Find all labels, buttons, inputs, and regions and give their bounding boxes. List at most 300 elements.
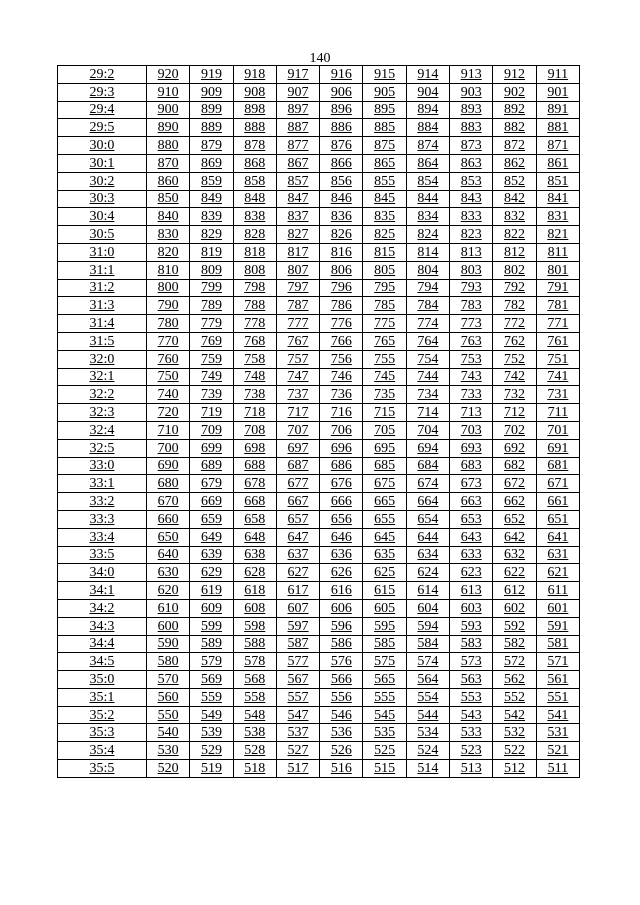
value-cell: 775 — [363, 315, 406, 333]
value-cell: 688 — [233, 457, 276, 475]
row-key-cell: 35:4 — [58, 742, 147, 760]
value-cell: 732 — [493, 386, 536, 404]
value-cell: 593 — [450, 617, 493, 635]
value-cell: 635 — [363, 546, 406, 564]
value-cell: 527 — [276, 742, 319, 760]
value-cell: 835 — [363, 208, 406, 226]
table-row — [58, 66, 580, 84]
table-body — [58, 66, 580, 778]
value-cell: 792 — [493, 279, 536, 297]
value-cell: 520 — [147, 760, 190, 778]
row-key-cell: 32:2 — [58, 386, 147, 404]
value-cell: 856 — [320, 172, 363, 190]
value-cell: 708 — [233, 421, 276, 439]
value-cell: 513 — [450, 760, 493, 778]
value-cell: 828 — [233, 226, 276, 244]
table-row — [58, 742, 580, 760]
row-key-cell: 31:4 — [58, 315, 147, 333]
table-row — [58, 706, 580, 724]
table-row — [58, 475, 580, 493]
value-cell: 629 — [190, 564, 233, 582]
value-cell: 742 — [493, 368, 536, 386]
value-cell: 532 — [493, 724, 536, 742]
value-cell: 906 — [320, 83, 363, 101]
row-key-cell: 35:3 — [58, 724, 147, 742]
value-cell: 591 — [536, 617, 579, 635]
value-cell: 684 — [406, 457, 449, 475]
value-cell: 719 — [190, 404, 233, 422]
value-cell: 668 — [233, 493, 276, 511]
row-key-cell: 30:2 — [58, 172, 147, 190]
value-cell: 615 — [363, 582, 406, 600]
value-cell: 512 — [493, 760, 536, 778]
value-cell: 818 — [233, 243, 276, 261]
value-cell: 897 — [276, 101, 319, 119]
value-cell: 853 — [450, 172, 493, 190]
value-cell: 626 — [320, 564, 363, 582]
value-cell: 687 — [276, 457, 319, 475]
value-cell: 838 — [233, 208, 276, 226]
value-cell: 633 — [450, 546, 493, 564]
value-cell: 844 — [406, 190, 449, 208]
value-cell: 815 — [363, 243, 406, 261]
row-key-cell: 31:3 — [58, 297, 147, 315]
value-cell: 782 — [493, 297, 536, 315]
value-cell: 821 — [536, 226, 579, 244]
value-cell: 606 — [320, 599, 363, 617]
value-cell: 622 — [493, 564, 536, 582]
value-cell: 892 — [493, 101, 536, 119]
value-cell: 908 — [233, 83, 276, 101]
value-cell: 568 — [233, 671, 276, 689]
table-row — [58, 439, 580, 457]
value-cell: 681 — [536, 457, 579, 475]
value-cell: 523 — [450, 742, 493, 760]
row-key-cell: 29:2 — [58, 66, 147, 84]
value-cell: 859 — [190, 172, 233, 190]
value-cell: 802 — [493, 261, 536, 279]
value-cell: 511 — [536, 760, 579, 778]
value-cell: 592 — [493, 617, 536, 635]
value-cell: 737 — [276, 386, 319, 404]
value-cell: 576 — [320, 653, 363, 671]
value-cell: 579 — [190, 653, 233, 671]
value-cell: 758 — [233, 350, 276, 368]
value-cell: 699 — [190, 439, 233, 457]
value-cell: 874 — [406, 137, 449, 155]
row-key-cell: 30:5 — [58, 226, 147, 244]
value-cell: 824 — [406, 226, 449, 244]
value-cell: 829 — [190, 226, 233, 244]
table-row — [58, 760, 580, 778]
value-cell: 680 — [147, 475, 190, 493]
value-cell: 739 — [190, 386, 233, 404]
value-cell: 546 — [320, 706, 363, 724]
row-key-cell: 32:4 — [58, 421, 147, 439]
row-key-cell: 35:1 — [58, 688, 147, 706]
value-cell: 791 — [536, 279, 579, 297]
value-cell: 694 — [406, 439, 449, 457]
value-cell: 849 — [190, 190, 233, 208]
value-cell: 644 — [406, 528, 449, 546]
value-cell: 842 — [493, 190, 536, 208]
value-cell: 530 — [147, 742, 190, 760]
value-cell: 857 — [276, 172, 319, 190]
value-cell: 678 — [233, 475, 276, 493]
value-cell: 804 — [406, 261, 449, 279]
value-cell: 515 — [363, 760, 406, 778]
value-cell: 548 — [233, 706, 276, 724]
value-cell: 525 — [363, 742, 406, 760]
value-cell: 600 — [147, 617, 190, 635]
table-row — [58, 599, 580, 617]
value-cell: 541 — [536, 706, 579, 724]
value-cell: 896 — [320, 101, 363, 119]
row-key-cell: 32:5 — [58, 439, 147, 457]
value-cell: 734 — [406, 386, 449, 404]
value-cell: 920 — [147, 66, 190, 84]
value-cell: 651 — [536, 510, 579, 528]
table-row — [58, 261, 580, 279]
value-cell: 777 — [276, 315, 319, 333]
value-cell: 772 — [493, 315, 536, 333]
value-cell: 614 — [406, 582, 449, 600]
value-cell: 861 — [536, 154, 579, 172]
value-cell: 793 — [450, 279, 493, 297]
value-cell: 757 — [276, 350, 319, 368]
value-cell: 882 — [493, 119, 536, 137]
value-cell: 613 — [450, 582, 493, 600]
table-row — [58, 137, 580, 155]
value-cell: 683 — [450, 457, 493, 475]
value-cell: 839 — [190, 208, 233, 226]
value-cell: 676 — [320, 475, 363, 493]
value-cell: 733 — [450, 386, 493, 404]
value-cell: 813 — [450, 243, 493, 261]
value-cell: 704 — [406, 421, 449, 439]
value-cell: 747 — [276, 368, 319, 386]
value-cell: 799 — [190, 279, 233, 297]
value-cell: 514 — [406, 760, 449, 778]
value-cell: 794 — [406, 279, 449, 297]
value-cell: 609 — [190, 599, 233, 617]
row-key-cell: 31:0 — [58, 243, 147, 261]
value-cell: 621 — [536, 564, 579, 582]
value-cell: 624 — [406, 564, 449, 582]
row-key-cell: 32:0 — [58, 350, 147, 368]
value-cell: 587 — [276, 635, 319, 653]
value-cell: 743 — [450, 368, 493, 386]
value-cell: 686 — [320, 457, 363, 475]
value-cell: 567 — [276, 671, 319, 689]
value-cell: 718 — [233, 404, 276, 422]
value-cell: 692 — [493, 439, 536, 457]
value-cell: 886 — [320, 119, 363, 137]
value-cell: 914 — [406, 66, 449, 84]
value-cell: 648 — [233, 528, 276, 546]
table-row — [58, 617, 580, 635]
table-row — [58, 350, 580, 368]
value-cell: 888 — [233, 119, 276, 137]
table-row — [58, 101, 580, 119]
value-cell: 866 — [320, 154, 363, 172]
value-cell: 751 — [536, 350, 579, 368]
value-cell: 549 — [190, 706, 233, 724]
value-cell: 654 — [406, 510, 449, 528]
value-cell: 703 — [450, 421, 493, 439]
value-cell: 625 — [363, 564, 406, 582]
table-row — [58, 421, 580, 439]
value-cell: 904 — [406, 83, 449, 101]
value-cell: 586 — [320, 635, 363, 653]
value-cell: 814 — [406, 243, 449, 261]
value-cell: 887 — [276, 119, 319, 137]
row-key-cell: 35:2 — [58, 706, 147, 724]
row-key-cell: 33:1 — [58, 475, 147, 493]
value-cell: 649 — [190, 528, 233, 546]
value-cell: 759 — [190, 350, 233, 368]
value-cell: 558 — [233, 688, 276, 706]
value-cell: 755 — [363, 350, 406, 368]
value-cell: 767 — [276, 332, 319, 350]
value-cell: 652 — [493, 510, 536, 528]
value-cell: 675 — [363, 475, 406, 493]
value-cell: 843 — [450, 190, 493, 208]
value-cell: 715 — [363, 404, 406, 422]
value-cell: 885 — [363, 119, 406, 137]
value-cell: 582 — [493, 635, 536, 653]
value-cell: 535 — [363, 724, 406, 742]
value-cell: 883 — [450, 119, 493, 137]
value-cell: 788 — [233, 297, 276, 315]
value-cell: 797 — [276, 279, 319, 297]
value-cell: 895 — [363, 101, 406, 119]
table-row — [58, 564, 580, 582]
value-cell: 837 — [276, 208, 319, 226]
value-cell: 710 — [147, 421, 190, 439]
value-cell: 559 — [190, 688, 233, 706]
value-cell: 707 — [276, 421, 319, 439]
table-row — [58, 386, 580, 404]
value-cell: 612 — [493, 582, 536, 600]
row-key-cell: 31:5 — [58, 332, 147, 350]
value-cell: 890 — [147, 119, 190, 137]
row-key-cell: 34:1 — [58, 582, 147, 600]
value-cell: 748 — [233, 368, 276, 386]
value-cell: 872 — [493, 137, 536, 155]
value-cell: 790 — [147, 297, 190, 315]
table-row — [58, 457, 580, 475]
value-cell: 655 — [363, 510, 406, 528]
value-cell: 690 — [147, 457, 190, 475]
value-cell: 912 — [493, 66, 536, 84]
value-cell: 752 — [493, 350, 536, 368]
row-key-cell: 32:3 — [58, 404, 147, 422]
value-cell: 653 — [450, 510, 493, 528]
table-row — [58, 635, 580, 653]
value-cell: 738 — [233, 386, 276, 404]
table-row — [58, 119, 580, 137]
row-key-cell: 32:1 — [58, 368, 147, 386]
table-row — [58, 724, 580, 742]
value-cell: 901 — [536, 83, 579, 101]
value-cell: 538 — [233, 724, 276, 742]
table-row — [58, 653, 580, 671]
value-cell: 854 — [406, 172, 449, 190]
value-cell: 720 — [147, 404, 190, 422]
value-cell: 682 — [493, 457, 536, 475]
value-cell: 666 — [320, 493, 363, 511]
value-cell: 580 — [147, 653, 190, 671]
value-cell: 636 — [320, 546, 363, 564]
value-cell: 517 — [276, 760, 319, 778]
value-cell: 763 — [450, 332, 493, 350]
value-cell: 585 — [363, 635, 406, 653]
value-cell: 607 — [276, 599, 319, 617]
value-cell: 656 — [320, 510, 363, 528]
value-cell: 877 — [276, 137, 319, 155]
value-cell: 595 — [363, 617, 406, 635]
value-cell: 701 — [536, 421, 579, 439]
value-cell: 706 — [320, 421, 363, 439]
value-cell: 862 — [493, 154, 536, 172]
value-cell: 610 — [147, 599, 190, 617]
table-row — [58, 510, 580, 528]
value-cell: 875 — [363, 137, 406, 155]
value-cell: 679 — [190, 475, 233, 493]
value-cell: 533 — [450, 724, 493, 742]
row-key-cell: 30:3 — [58, 190, 147, 208]
value-cell: 810 — [147, 261, 190, 279]
value-cell: 894 — [406, 101, 449, 119]
row-key-cell: 33:4 — [58, 528, 147, 546]
value-cell: 855 — [363, 172, 406, 190]
value-cell: 917 — [276, 66, 319, 84]
value-cell: 540 — [147, 724, 190, 742]
value-cell: 865 — [363, 154, 406, 172]
value-cell: 770 — [147, 332, 190, 350]
value-cell: 881 — [536, 119, 579, 137]
value-cell: 536 — [320, 724, 363, 742]
value-cell: 665 — [363, 493, 406, 511]
value-cell: 796 — [320, 279, 363, 297]
row-key-cell: 33:2 — [58, 493, 147, 511]
value-cell: 588 — [233, 635, 276, 653]
value-cell: 646 — [320, 528, 363, 546]
value-cell: 542 — [493, 706, 536, 724]
value-cell: 863 — [450, 154, 493, 172]
value-cell: 661 — [536, 493, 579, 511]
value-cell: 583 — [450, 635, 493, 653]
value-cell: 566 — [320, 671, 363, 689]
value-cell: 768 — [233, 332, 276, 350]
value-cell: 630 — [147, 564, 190, 582]
value-cell: 745 — [363, 368, 406, 386]
value-cell: 830 — [147, 226, 190, 244]
value-cell: 554 — [406, 688, 449, 706]
value-cell: 905 — [363, 83, 406, 101]
value-cell: 603 — [450, 599, 493, 617]
row-key-cell: 29:5 — [58, 119, 147, 137]
value-cell: 605 — [363, 599, 406, 617]
value-cell: 669 — [190, 493, 233, 511]
value-cell: 833 — [450, 208, 493, 226]
value-cell: 910 — [147, 83, 190, 101]
value-cell: 717 — [276, 404, 319, 422]
value-cell: 714 — [406, 404, 449, 422]
value-cell: 631 — [536, 546, 579, 564]
value-cell: 628 — [233, 564, 276, 582]
value-cell: 749 — [190, 368, 233, 386]
value-cell: 871 — [536, 137, 579, 155]
value-cell: 847 — [276, 190, 319, 208]
value-cell: 783 — [450, 297, 493, 315]
value-cell: 823 — [450, 226, 493, 244]
value-cell: 539 — [190, 724, 233, 742]
value-cell: 787 — [276, 297, 319, 315]
value-cell: 590 — [147, 635, 190, 653]
value-cell: 760 — [147, 350, 190, 368]
row-key-cell: 30:0 — [58, 137, 147, 155]
value-cell: 659 — [190, 510, 233, 528]
row-key-cell: 33:3 — [58, 510, 147, 528]
value-cell: 709 — [190, 421, 233, 439]
value-cell: 524 — [406, 742, 449, 760]
value-cell: 848 — [233, 190, 276, 208]
value-cell: 741 — [536, 368, 579, 386]
value-cell: 711 — [536, 404, 579, 422]
value-cell: 864 — [406, 154, 449, 172]
value-cell: 645 — [363, 528, 406, 546]
row-key-cell: 29:4 — [58, 101, 147, 119]
table-row — [58, 243, 580, 261]
value-cell: 774 — [406, 315, 449, 333]
value-cell: 870 — [147, 154, 190, 172]
value-cell: 570 — [147, 671, 190, 689]
value-cell: 584 — [406, 635, 449, 653]
value-cell: 712 — [493, 404, 536, 422]
value-cell: 907 — [276, 83, 319, 101]
value-cell: 556 — [320, 688, 363, 706]
value-cell: 702 — [493, 421, 536, 439]
value-cell: 819 — [190, 243, 233, 261]
value-cell: 880 — [147, 137, 190, 155]
value-cell: 627 — [276, 564, 319, 582]
value-cell: 869 — [190, 154, 233, 172]
value-cell: 776 — [320, 315, 363, 333]
value-cell: 801 — [536, 261, 579, 279]
value-cell: 522 — [493, 742, 536, 760]
value-cell: 825 — [363, 226, 406, 244]
table-row — [58, 493, 580, 511]
table-row — [58, 279, 580, 297]
value-cell: 827 — [276, 226, 319, 244]
value-cell: 899 — [190, 101, 233, 119]
value-cell: 611 — [536, 582, 579, 600]
value-cell: 597 — [276, 617, 319, 635]
value-cell: 822 — [493, 226, 536, 244]
value-cell: 806 — [320, 261, 363, 279]
value-cell: 561 — [536, 671, 579, 689]
value-cell: 750 — [147, 368, 190, 386]
value-cell: 834 — [406, 208, 449, 226]
value-cell: 868 — [233, 154, 276, 172]
value-cell: 660 — [147, 510, 190, 528]
table-row — [58, 688, 580, 706]
value-cell: 851 — [536, 172, 579, 190]
table-row — [58, 368, 580, 386]
value-cell: 553 — [450, 688, 493, 706]
